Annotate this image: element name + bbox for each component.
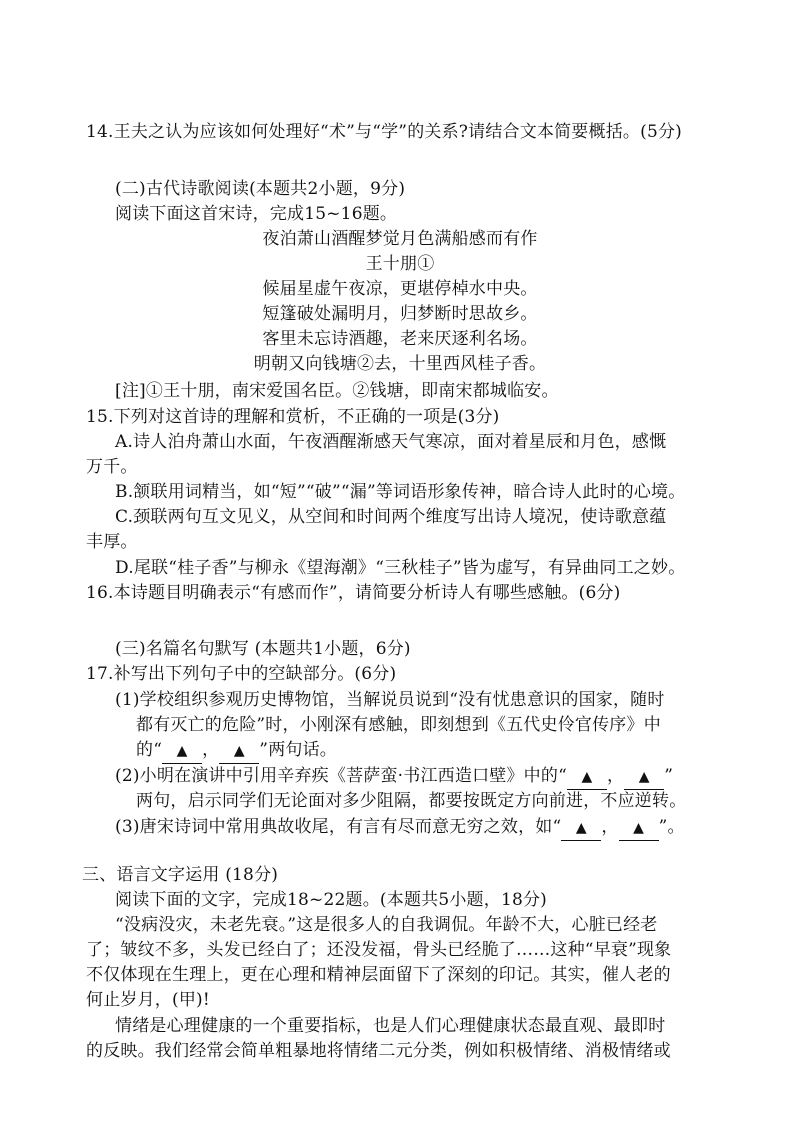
poetry-section-header: (二)古代诗歌阅读(本题共2小题，9分)	[115, 179, 406, 199]
question-15-stem: 15.下列对这首诗的理解和赏析，不正确的一项是(3分)	[86, 407, 500, 427]
answer-blank[interactable]: ▲	[567, 764, 607, 790]
poem-line: 客里未忘诗酒趣，老来厌逐利名场。	[262, 329, 538, 349]
q17-part3: (3)唐宋诗词中常用典故收尾，有言有尽而意无穷之效，如“ ▲ ， ▲ ”。	[115, 815, 685, 841]
option-a: A.诗人泊舟萧山水面，午夜酒醒渐感天气寒凉，面对着星辰和月色，感慨	[115, 432, 667, 452]
option-c-cont: 丰厚。	[86, 532, 138, 552]
answer-blank[interactable]: ▲	[219, 738, 259, 764]
passage-line: 了；皱纹不多，头发已经白了；还没发福，骨头已经脆了……这种“早衰”现象	[86, 940, 672, 960]
question-14: 14.王夫之认为应该如何处理好“术”与“学”的关系?请结合文本简要概括。(5分)	[86, 122, 682, 142]
passage-line: “没病没灾，未老先衰。”这是很多人的自我调侃。年龄不大，心脏已经老	[115, 915, 658, 935]
option-c: C.颈联两句互文见义，从空间和时间两个维度写出诗人境况，使诗歌意蕴	[115, 507, 667, 527]
poem-title: 夜泊萧山酒醒梦觉月色满船感而有作	[262, 229, 538, 249]
answer-blank[interactable]: ▲	[561, 815, 601, 841]
question-17: 17.补写出下列句子中的空缺部分。(6分)	[86, 664, 397, 684]
option-b: B.颔联用词精当，如“短”“破”“漏”等词语形象传神，暗合诗人此时的心境。	[115, 482, 686, 502]
question-16: 16.本诗题目明确表示“有感而作”，请简要分析诗人有哪些感触。(6分)	[86, 583, 621, 603]
poem-line: 明朝又向钱塘②去，十里西风桂子香。	[253, 354, 547, 374]
famous-section-header: (三)名篇名句默写 (本题共1小题，6分)	[115, 639, 411, 659]
option-d: D.尾联“桂子香”与柳永《望海潮》“三秋桂子”皆为虚写，有异曲同工之妙。	[115, 558, 686, 578]
language-instruction: 阅读下面的文字，完成18~22题。(本题共5小题，18分)	[115, 890, 548, 910]
q17-part2-line2: 两句，启示同学们无论面对多少阻隔，都要按既定方向前进，不应逆转。	[136, 791, 687, 811]
answer-blank[interactable]: ▲	[619, 815, 659, 841]
poem-line: 候届星虚午夜凉，更堪停棹水中央。	[262, 279, 538, 299]
passage-line: 情绪是心理健康的一个重要指标，也是人们心理健康状态最直观、最即时	[115, 1016, 666, 1036]
passage-line: 的反映。我们经常会简单粗暴地将情绪二元分类，例如积极情绪、消极情绪或	[86, 1041, 671, 1061]
answer-blank[interactable]: ▲	[624, 764, 664, 790]
q17-part2-line1: (2)小明在演讲中引用辛弃疾《菩萨蛮·书江西造口壁》中的“ ▲ ， ▲ ”	[115, 764, 673, 790]
passage-line: 何止岁月，(甲)!	[86, 990, 210, 1010]
language-section-header: 三、语言文字运用 (18分)	[82, 865, 279, 885]
answer-blank[interactable]: ▲	[162, 738, 202, 764]
passage-line: 不仅体现在生理上，更在心理和精神层面留下了深刻的印记。其实，催人老的	[86, 965, 671, 985]
poem-author: 王十朋①	[365, 254, 435, 274]
q17-part1-line2: 都有灭亡的危险”时，小刚深有感触，即刻想到《五代史伶官传序》中	[136, 715, 661, 735]
q17-part1-line3: 的“ ▲ ， ▲ ”两句话。	[136, 738, 337, 764]
option-a-cont: 万千。	[86, 457, 138, 477]
q17-part1-line1: (1)学校组织参观历史博物馆，当解说员说到“没有忧患意识的国家，随时	[115, 690, 665, 710]
poem-line: 短篷破处漏明月，归梦断时思故乡。	[262, 304, 538, 324]
poem-note: [注]①王十朋，南宋爱国名臣。②钱塘，即南宋都城临安。	[115, 381, 559, 401]
poetry-instruction: 阅读下面这首宋诗，完成15~16题。	[115, 204, 398, 224]
